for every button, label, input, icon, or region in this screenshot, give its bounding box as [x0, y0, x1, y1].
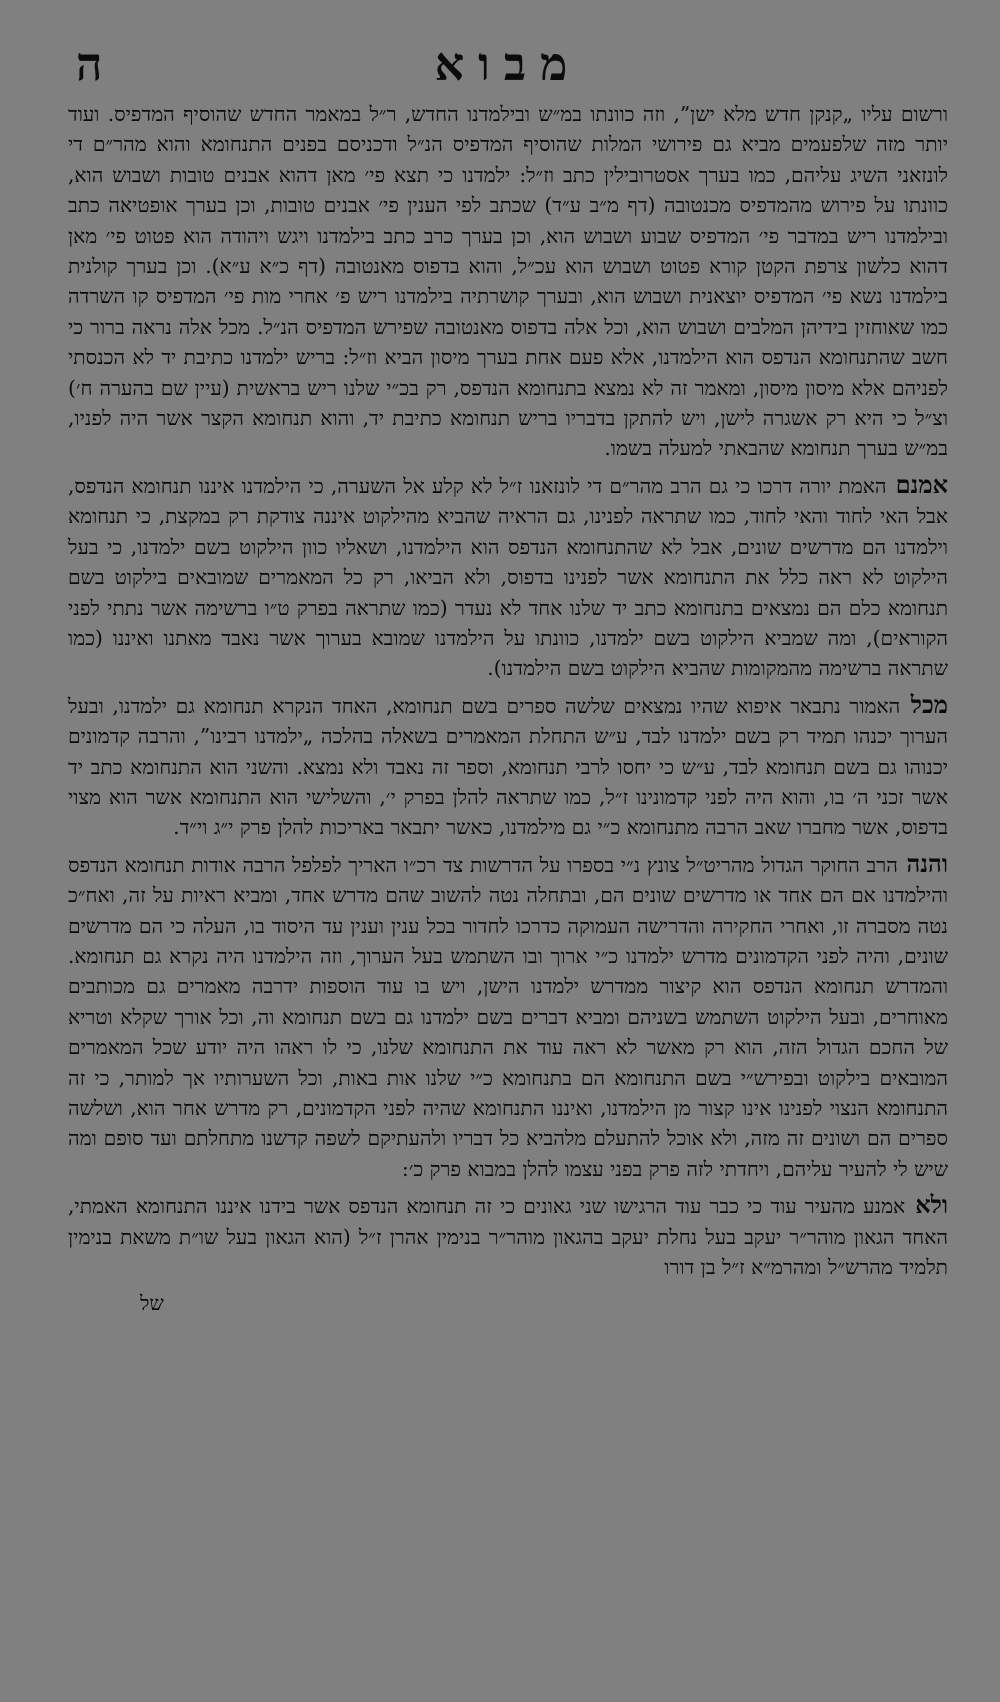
paragraph [68, 1190, 948, 1282]
paragraph-lead-word: ולא [905, 1190, 948, 1220]
paragraph-text: האמור נתבאר איפוא שהיו נמצאים שלשה ספרים בשם תנחומא, האחד הנקרא תנחומא גם ילמדנו, ובעל הערוך יכנהו תמיד רק בשם ילמדנו לבד, ע״ש התחלת המאמרים בשאלה בהלכה „ילמדנו רבינו”, והרבה קדמונים יכנוהו גם בשם תנחומא לבד, ע״ש כי יחסו לרבי תנחומא, וספר זה נאבד ולא נמצא. והשני הוא התנחומא כתב יד אשר זכני ה׳ בו, והוא היה לפני קדמונינו ז״ל, כמו שתראה להלן בפרק י׳, והשלישי הוא התנחומא אשר הוא מצוי בדפוס, אשר מחברו שאב הרבה מתנחומא כ״י גם מילמדנו, כאשר יתבאר באריכות להלן פרק י״ג וי״ד. [68, 693, 948, 840]
paragraph-text: אמנע מהעיר עוד כי כבר עוד הרגישו שני גאונים כי זה תנחומא הנדפס אשר בידנו איננו התנחומא האמתי, האחד הגאון מוהר״ר יעקב בעל נחלת יעקב בהגאון מוהר״ר בנימין אהרן ז״ל (הוא הגאון בעל שו״ת משאת בנימין תלמיד מהרש״ל ומהרמ״א ז״ל בן דורו [68, 1194, 948, 1280]
page-number: ה [76, 37, 103, 91]
body-text [68, 98, 948, 1282]
paragraph-text: הרב החוקר הגדול מהריט״ל צונץ נ״י בספרו על הדרשות צד רכ״ו האריך לפלפל הרבה אודות תנחומא הנדפס והילמדנו אם הם אחד או מדרשים שונים הם, ובתחלה נטה להשוב שהם מדרש אחד, ומביא ראיות על זה, ואח״כ נטה מסברה זו, ואחרי החקירה והדרישה העמוקה כדרכו לחדור בכל ענין וענין עד היסוד בו, העלה כי הם מדרשים שונים, והיה לפני הקדמונים מדרש ילמדנו כ״י ארוך ובו השתמש בעל הערוך, וזה הילמדנו היה נקרא גם תנחומא. והמדרש תנחומא הנדפס הוא קיצור ממדרש ילמדנו הישן, ויש בו עוד הוספות ידרבה מאמרים גם מכותבים מאוחרים, ובעל הילקוט השתמש בשניהם ומביא דברים בשם ילמדנו גם בשם תנחומא וה, וכל אורך שקלא וטריא של החכם הגדול הזה, הוא רק מאשר לא ראה עוד את התנחומא שלנו, כי לו ראהו היה יודע שכל המאמרים המובאים בילקוט ובפירש״י בשם התנחומא הם בתנחומא כ״י שלנו אות באות, וכל השערותיו אך למותר, כי זה התנחומא הנצוי לפנינו אינו קצור מן הילמדנו, ואיננו התנחומא שהיה לפני הקדמונים, רק מדרש אחר הוא, ושלשה ספרים הם ושונים זה מזה, ולא אוכל להתעלם מלהביא כל דבריו ולהעתיקם לשפה קדשנו מתחלתם ועד סופם ומה שיש לי להעיר עליהם, ויחדתי לזה פרק בפני עצמו להלן במבוא פרק כ׳: [68, 852, 948, 1181]
paragraph-lead-word: אמנם [886, 469, 948, 499]
paragraph [68, 470, 948, 684]
paragraph [68, 849, 948, 1184]
paragraph-lead-word: מכל [900, 689, 948, 719]
paragraph-text: האמת יורה דרכו כי גם הרב מהר״ם די לונזאנו ז״ל לא קלע אל השערה, כי הילמדנו איננו תנחומא הנדפס, אבל האי לחוד והאי לחוד, כמו שתראה לפנינו, גם הראיה שהביא מהילקוט איננה צודקת רק במקצת, כי תנחומא וילמדנו הם מדרשים שונים, אבל לא שהתנחומא הנדפס הוא הילמדנו, ושאליו כוון הילקוט בשם ילמדנו, כי בעל הילקוט לא ראה כלל את התנחומא אשר לפנינו בדפוס, ולא הביאו, רק כל המאמרים שמובאים בילקוט בשם תנחומא כלם הם נמצאים בתנחומא כתב יד שלנו אחד לא נעדר (כמו שתראה בפרק ט״ו ברשימה אשר נתתי לפני הקוראים), ומה שמביא הילקוט בשם ילמדנו, כוונתו על הילמדנו שמובא בערוך אשר נאבד מאתנו ואיננו (כמו שתראה ברשימה מהמקומות שהביא הילקוט בשם הילמדנו). [68, 473, 948, 681]
catchword: של [140, 1291, 164, 1316]
paragraph-lead-word: והנה [897, 848, 948, 878]
page-title: מבוא [434, 37, 582, 91]
paragraph-text: ורשום עליו „קנקן חדש מלא ישן”, וזה כוונתו במ״ש ובילמדנו החדש, ר״ל במאמר החדש שהוסיף המדפיס. ועוד יותר מזה שלפעמים מביא גם פירושי המלות שהוסיף המדפיס הנ״ל ודכניסם בפנים התנחומא והוא מהר״ם די לונזאני השיג עליהם, כמו בערך אסטרובילין כתב וז״ל: ילמדנו כי תצא פי׳ מאן דהוא אבנים טובות ושבוש הוא, כוונתו על פירוש מהמדפיס מכנטובה (דף מ״ב ע״ד) שכתב לפי הענין פי׳ אבנים טובות, וכן בערך אופטיאה כתב ובילמדנו ריש במדבר פי׳ המדפיס שבוע ושבוש הוא, וכן בערך כרב כתב בילמדנו ויגש ויהודה הוא פטוט פי׳ מאן דהוא כלשון צרפת הקטן קורא פטוט ושבוש הוא עכ״ל, והוא בדפוס מאנטובה (דף כ״א ע״א). וכן בערך קולנית בילמדנו נשא פי׳ המדפיס יוצאנית ושבוש הוא, ובערך קושרתיה בילמדנו ריש פ׳ אחרי מות פי׳ המדפיס קו השרדה כמו שאוחזין בידיהן המלבים ושבוש הוא, וכל אלה בדפוס מאנטובה שפירש המדפיס הנ״ל. מכל אלה נראה ברור כי חשב שהתנחומא הנדפס הוא הילמדנו, אלא פעם אחת בערך מיסון הביא וז״ל: בריש ילמדנו כתיבת יד לא הכנסתי לפניהם אלא מיסון מיסון, ומאמר זה לא נמצא בתנחומא הנדפס, רק בכ״י שלנו ריש בראשית (עיין שם בהערה ח׳) וצ״ל כי היא רק אשגרה לישן, ויש להתקן בדבריו בריש תנחומא כתיבת יד, והוא תנחומא הקצר אשר היה לפניו, במ״ש בערך תנחומא שהבאתי למעלה בשמו. [68, 102, 948, 461]
paragraph [68, 98, 948, 464]
paragraph [68, 690, 948, 843]
page-header [68, 36, 948, 98]
